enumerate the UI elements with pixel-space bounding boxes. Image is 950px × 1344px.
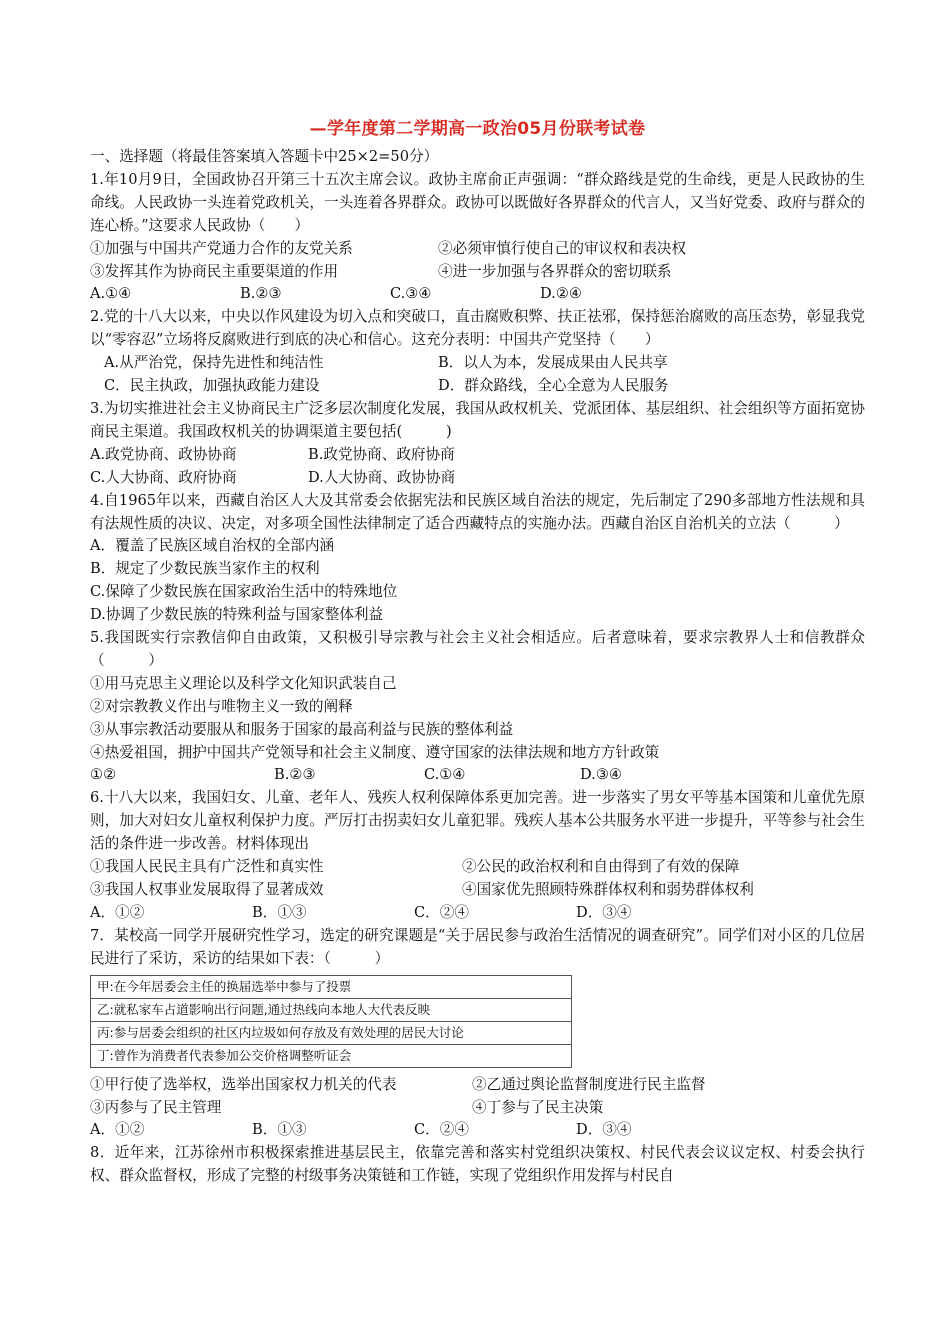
option: ①我国人民民主具有广泛性和真实性 [90, 858, 324, 876]
question-7-stem: 7．某校高一同学开展研究性学习，选定的研究课题是“关于居民参与政治生活情况的调查研究”。同学们对小区的几位居民进行了采访，采访的结果如下表：（ ） [90, 926, 865, 967]
table-row [91, 998, 572, 1021]
choice-b: B.政党协商、政府协商 [308, 445, 455, 463]
question-2-choices-row-2 [90, 375, 865, 398]
choice-b: B．以人为本，发展成果由人民共享 [438, 354, 668, 372]
question-4-stem: 4.自1965年以来，西藏自治区人大及其常委会依据宪法和民族区域自治法的规定，先后制定了290多部地方性法规和具有法规性质的决议、决定，对多项全国性法律制定了适合西藏特点的实施办法。西藏自治区自治机关的立法（ ） [90, 491, 865, 532]
choice-d: D.协调了少数民族的特殊利益与国家整体利益 [90, 606, 384, 624]
page-title: —学年度第二学期高一政治05月份联考试卷 [309, 119, 646, 139]
option: ③我国人权事业发展取得了显著成效 [90, 881, 324, 898]
option: ②公民的政治权利和自由得到了有效的保障 [462, 858, 740, 876]
question-6-options-row-1 [90, 856, 865, 879]
choice-c: C.③④ [390, 285, 432, 303]
exam-content [90, 146, 865, 1188]
choice-d: D.②④ [540, 285, 582, 303]
question-7-options-row-2 [90, 1097, 865, 1120]
table-row [91, 1021, 572, 1044]
option: ④丁参与了民主决策 [472, 1098, 604, 1116]
survey-table [90, 975, 572, 1068]
table-cell: 甲:在今年居委会主任的换届选举中参与了投票 [91, 975, 572, 998]
question-1-options-row-1 [90, 238, 865, 261]
question-1-options-row-2 [90, 261, 865, 284]
option: ①用马克思主义理论以及科学文化知识武装自己 [90, 674, 397, 692]
option: ④进一步加强与各界群众的密切联系 [438, 262, 672, 280]
choice-c: C.人大协商、政府协商 [90, 468, 237, 486]
choice-a: A.①④ [90, 285, 132, 303]
question-6-options-row-2 [90, 879, 865, 902]
question-6-choices [90, 902, 865, 925]
question-1-choices [90, 283, 865, 306]
question-5-choices [90, 764, 865, 787]
option: ③丙参与了民主管理 [90, 1098, 222, 1116]
choice-c: C．民主执政，加强执政能力建设 [104, 377, 320, 395]
choice-a: A．覆盖了民族区域自治权的全部内涵 [90, 537, 335, 555]
choice-d: D．③④ [576, 1121, 632, 1139]
option: ③发挥其作为协商民主重要渠道的作用 [90, 262, 339, 280]
choice-c: C.①④ [424, 766, 466, 784]
choice-b: B．规定了少数民族当家作主的权利 [90, 560, 320, 578]
choice-b: B．①③ [252, 1121, 307, 1139]
question-2-stem: 2.党的十八大以来，中央以作风建设为切入点和突破口，直击腐败积弊、扶正祛邪，保持惩治腐败的高压态势，彰显我党以“零容忍”立场将反腐败进行到底的决心和信心。这充分表明：中国共产党坚持（ ） [90, 308, 865, 349]
choice-b: B.②③ [274, 766, 316, 784]
question-3-stem: 3.为切实推进社会主义协商民主广泛多层次制度化发展，我国从政权机关、党派团体、基层组织、社会组织等方面拓宽协商民主渠道。我国政权机关的协调渠道主要包括( ) [90, 399, 865, 440]
option: ②对宗教教义作出与唯物主义一致的阐释 [90, 697, 353, 715]
choice-d: D．群众路线，全心全意为人民服务 [438, 377, 669, 395]
question-6-stem: 6.十八大以来，我国妇女、儿童、老年人、残疾人权利保障体系更加完善。进一步落实了男女平等基本国策和儿童优先原则，加大对妇女儿童权利保护力度。严厉打击拐卖妇女儿童犯罪。残疾人基本公共服务水平进一步提升，平等参与社会生活的条件进一步改善。材料体现出 [90, 789, 865, 853]
choice-a: A．①② [90, 903, 145, 921]
question-1-stem: 1.年10月9日，全国政协召开第三十五次主席会议。政协主席俞正声强调：“群众路线是党的生命线，更是人民政协的生命线。人民政协一头连着党政机关，一头连着各界群众。政协可以既做好各界群众的代言人，又当好党委、政府与群众的连心桥。”这要求人民政协（ ） [90, 170, 865, 234]
choice-c: C．②④ [414, 903, 469, 921]
question-5-stem: 5.我国既实行宗教信仰自由政策，又积极引导宗教与社会主义社会相适应。后者意味着，要求宗教界人士和信教群众（ ） [90, 629, 865, 669]
option: ②必须审慎行使自己的审议权和表决权 [438, 239, 687, 257]
question-3-choices-row-2 [90, 467, 865, 490]
question-8-stem: 8．近年来，江苏徐州市积极探索推进基层民主，依靠完善和落实村党组织决策权、村民代表会议议定权、村委会执行权、群众监督权，形成了完整的村级事务决策链和工作链，实现了党组织作用发挥与村民自 [90, 1144, 865, 1185]
table-cell: 丁:曾作为消费者代表参加公交价格调整听证会 [91, 1044, 572, 1067]
choice-c: C.保障了少数民族在国家政治生活中的特殊地位 [90, 583, 398, 601]
option: ④国家优先照顾特殊群体权利和弱势群体权利 [462, 881, 754, 898]
choice-a: ①② [90, 766, 117, 784]
option: ①加强与中国共产党通力合作的友党关系 [90, 239, 353, 257]
option: ①甲行使了选举权，选举出国家权力机关的代表 [90, 1075, 397, 1093]
choice-b: B．①③ [252, 903, 307, 921]
choice-a: A．①② [90, 1121, 145, 1139]
option: ③从事宗教活动要服从和服务于国家的最高利益与民族的整体利益 [90, 720, 514, 738]
table-cell: 乙:就私家车占道影响出行问题,通过热线向本地人大代表反映 [91, 998, 572, 1021]
choice-a: A.从严治党，保持先进性和纯洁性 [104, 354, 324, 372]
choice-a: A.政党协商、政协协商 [90, 445, 237, 463]
question-7-choices [90, 1119, 865, 1142]
option: ②乙通过舆论监督制度进行民主监督 [472, 1075, 706, 1093]
choice-d: D．③④ [576, 903, 632, 921]
choice-d: D.人大协商、政协协商 [308, 468, 456, 486]
table-row [91, 1044, 572, 1067]
option: ④热爱祖国，拥护中国共产党领导和社会主义制度、遵守国家的法律法规和地方方针政策 [90, 743, 660, 761]
question-2-choices-row-1 [90, 352, 865, 375]
question-7-options-row-1 [90, 1074, 865, 1097]
table-cell: 丙:参与居委会组织的社区内垃圾如何存放及有效处理的居民大讨论 [91, 1021, 572, 1044]
choice-b: B.②③ [240, 285, 282, 303]
choice-c: C．②④ [414, 1121, 469, 1139]
question-3-choices-row-1 [90, 444, 865, 467]
choice-d: D.③④ [580, 766, 622, 784]
table-row [91, 975, 572, 998]
section-heading: 一、选择题（将最佳答案填入答题卡中25×2=50分） [90, 148, 439, 165]
